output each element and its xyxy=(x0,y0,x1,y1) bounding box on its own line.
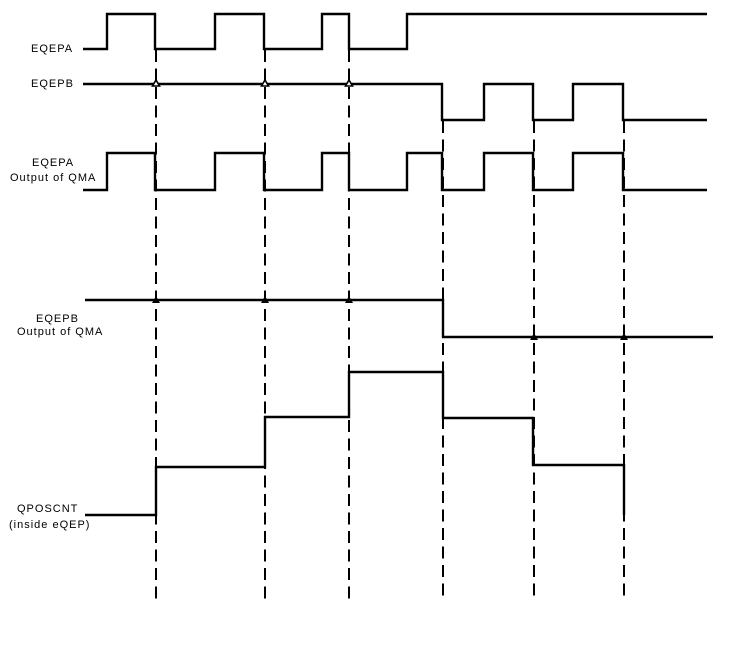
signal-label-eqepa: EQEPA xyxy=(31,43,74,55)
edge-notch-1 xyxy=(153,80,160,86)
signal-label-eqepa-qma-line2: Output of QMA xyxy=(10,172,97,184)
signal-label-qposcnt-line2: (inside eQEP) xyxy=(9,519,91,531)
waveform-eqepa xyxy=(83,14,707,49)
signal-label-qposcnt-line1: QPOSCNT xyxy=(17,503,79,515)
waveform-eqepb xyxy=(83,84,707,120)
waveform-eqepa-output-of-qma xyxy=(83,153,707,190)
edge-notch-3 xyxy=(346,80,353,86)
signal-label-eqepb-qma-line1: EQEPB xyxy=(36,313,79,325)
signal-label-eqepa-qma-line1: EQEPA xyxy=(32,157,75,169)
signal-label-eqepb: EQEPB xyxy=(31,78,74,90)
waveform-eqepb-output-of-qma xyxy=(85,300,713,337)
edge-notch-2 xyxy=(262,80,269,86)
waveform-qposcnt xyxy=(85,372,624,515)
signal-label-eqepb-qma-line2: Output of QMA xyxy=(17,326,104,338)
